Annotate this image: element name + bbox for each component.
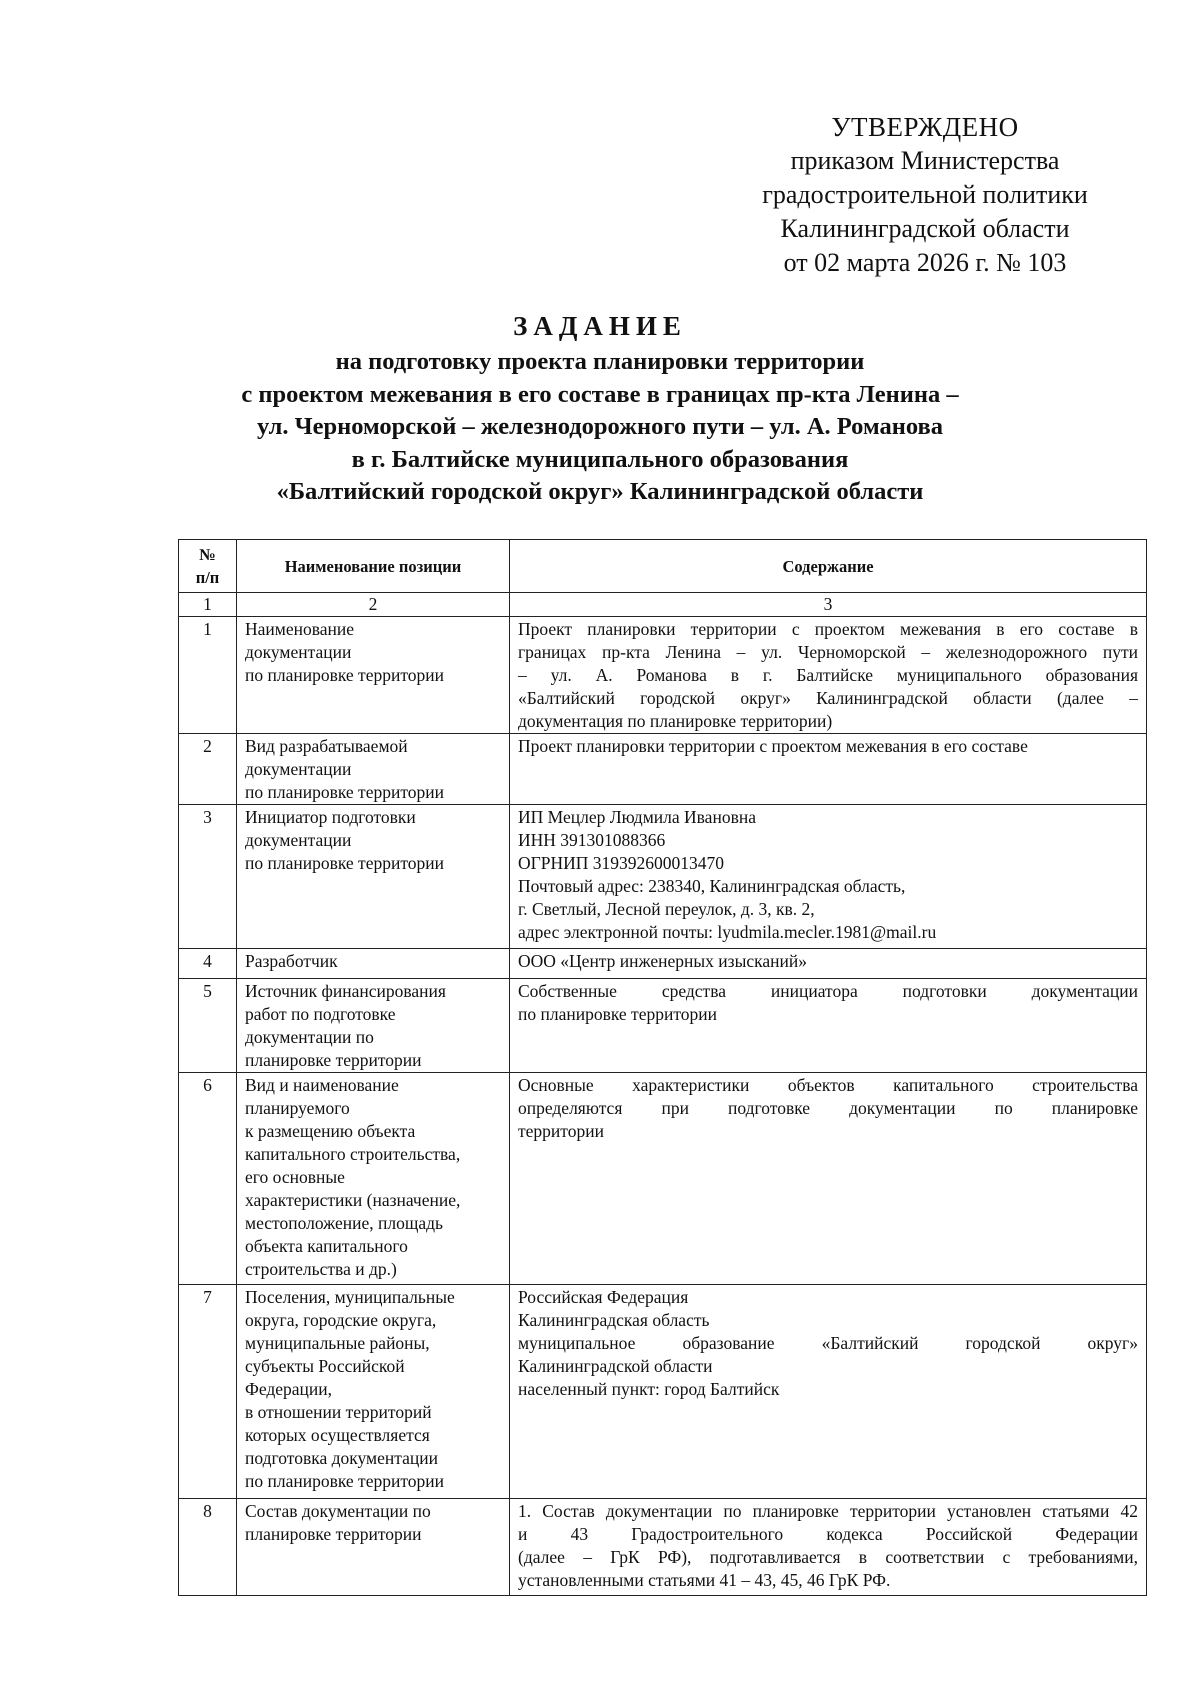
table-row — [179, 1073, 1147, 1285]
row-name-line: по планировке территории — [245, 1471, 444, 1491]
row-name — [237, 734, 510, 805]
row-name-line: подготовка документации — [245, 1448, 438, 1468]
table-row — [179, 1285, 1147, 1499]
row-name-line: Источник финансирования — [245, 981, 446, 1001]
column-number: 3 — [510, 593, 1147, 617]
row-name-line: документации — [245, 642, 352, 662]
row-content — [510, 805, 1147, 949]
row-name-line: Инициатор подготовки — [245, 807, 416, 827]
row-name-line: документации — [245, 759, 352, 779]
row-content-line: установленными статьями 41 – 43, 45, 46 ГрК РФ. — [518, 1570, 891, 1590]
row-name — [237, 1499, 510, 1596]
approval-stamp — [700, 110, 1150, 280]
row-content-line: документация по планировке территории) — [518, 711, 833, 731]
row-content — [510, 979, 1147, 1073]
row-content-line: границах пр-кта Ленина – ул. Черноморской – железнодорожного пути — [518, 642, 1138, 662]
row-content-line: Калининградская область — [518, 1310, 710, 1330]
row-number: 8 — [179, 1499, 237, 1596]
table-row — [179, 734, 1147, 805]
table-row — [179, 979, 1147, 1073]
row-content — [510, 1285, 1147, 1499]
row-content-line: определяются при подготовке документации по планировке — [518, 1098, 1138, 1118]
row-name — [237, 979, 510, 1073]
row-name — [237, 949, 510, 979]
row-name-line: муниципальные районы, — [245, 1333, 430, 1353]
row-name — [237, 1073, 510, 1285]
row-content — [510, 734, 1147, 805]
row-content-line: Калининградской области — [518, 1356, 713, 1376]
row-name-line: Поселения, муниципальные — [245, 1287, 455, 1307]
row-name-line: к размещению объекта — [245, 1121, 416, 1141]
row-number: 1 — [179, 617, 237, 734]
title-line: с проектом межевания в его составе в границах пр-кта Ленина – — [241, 380, 959, 408]
row-name-line: работ по подготовке — [245, 1004, 396, 1024]
column-number: 1 — [179, 593, 237, 617]
row-content-line: ООО «Центр инженерных изысканий» — [518, 951, 807, 971]
row-content — [510, 1073, 1147, 1285]
row-name-line: характеристики (назначение, — [245, 1190, 461, 1210]
row-name-line: Состав документации по — [245, 1501, 431, 1521]
title-line: в г. Балтийске муниципального образования — [351, 445, 849, 473]
row-name-line: округа, городские округа, — [245, 1310, 437, 1330]
row-content-line: Собственные средства инициатора подготовки документации — [518, 981, 1138, 1001]
row-name-line: объекта капитального — [245, 1236, 408, 1256]
initiator-name: ИП Мецлер Людмила Ивановна — [518, 807, 756, 827]
row-number: 3 — [179, 805, 237, 949]
row-name — [237, 1285, 510, 1499]
row-content-line: муниципальное образование «Балтийский городской округ» — [518, 1333, 1138, 1353]
initiator-postal-address: Почтовый адрес: 238340, Калининградская область, — [518, 876, 906, 896]
initiator-inn: ИНН 391301088366 — [518, 830, 666, 850]
header-name: Наименование позиции — [237, 540, 510, 593]
row-name-line: в отношении территорий — [245, 1402, 432, 1422]
title-line: ул. Черноморской – железнодорожного пути – ул. А. Романова — [257, 413, 943, 440]
row-name-line: Наименование — [245, 619, 355, 639]
row-number: 7 — [179, 1285, 237, 1499]
row-name-line: планировке территории — [245, 1050, 422, 1070]
row-content-line: Основные характеристики объектов капитального строительства — [518, 1075, 1138, 1095]
row-name — [237, 617, 510, 734]
title-line: «Балтийский городской округ» Калининградской области — [276, 478, 924, 505]
row-name-line: документации по — [245, 1027, 374, 1047]
initiator-email: адрес электронной почты: lyudmila.mecler.1981@mail.ru — [518, 922, 937, 942]
approval-line: градостроительной политики — [762, 180, 1088, 209]
row-content-line: Российская Федерация — [518, 1287, 689, 1307]
table-row — [179, 805, 1147, 949]
header-number-sign: № — [199, 545, 216, 564]
row-name-line: Федерации, — [245, 1379, 333, 1399]
row-name-line: по планировке территории — [245, 665, 444, 685]
row-number: 6 — [179, 1073, 237, 1285]
document-heading: ЗАДАНИЕ — [513, 311, 687, 341]
row-name-line: планируемого — [245, 1098, 350, 1118]
row-content — [510, 617, 1147, 734]
row-name-line: капитального строительства, — [245, 1144, 461, 1164]
initiator-postal-address: г. Светлый, Лесной переулок, д. 3, кв. 2, — [518, 899, 815, 919]
column-number-row — [179, 593, 1147, 617]
row-name-line: планировке территории — [245, 1524, 422, 1544]
row-name-line: Разработчик — [245, 951, 338, 971]
row-content-line: Проект планировки территории с проектом межевания в его составе — [518, 736, 1028, 756]
title-line: на подготовку проекта планировки территории — [335, 348, 865, 375]
approval-line: Калининградской области — [780, 214, 1070, 243]
column-number: 2 — [237, 593, 510, 617]
row-name-line: которых осуществляется — [245, 1425, 430, 1445]
row-name — [237, 805, 510, 949]
table-header-row — [179, 540, 1147, 593]
row-content-line: территории — [518, 1121, 604, 1141]
row-name-line: субъекты Российской — [245, 1356, 405, 1376]
row-content-line: по планировке территории — [518, 1004, 717, 1024]
row-name-line: Вид разрабатываемой — [245, 736, 408, 756]
row-content-line: Проект планировки территории с проектом межевания в его составе в — [518, 619, 1138, 639]
row-name-line: строительства и др.) — [245, 1259, 397, 1279]
row-name-line: по планировке территории — [245, 853, 444, 873]
header-number — [179, 540, 237, 593]
approval-title: УТВЕРЖДЕНО — [831, 112, 1019, 142]
row-name-line: Вид и наименование — [245, 1075, 399, 1095]
row-name-line: его основные — [245, 1167, 345, 1187]
table-row — [179, 949, 1147, 979]
header-content: Содержание — [510, 540, 1147, 593]
table-row — [179, 1499, 1147, 1596]
row-content-line: населенный пункт: город Балтийск — [518, 1379, 780, 1399]
row-content-line: (далее – ГрК РФ), подготавливается в соответствии с требованиями, — [518, 1547, 1138, 1567]
initiator-ogrnip: ОГРНИП 319392600013470 — [518, 853, 725, 873]
row-number: 5 — [179, 979, 237, 1073]
table-row — [179, 617, 1147, 734]
task-table — [178, 539, 1147, 1596]
row-content — [510, 1499, 1147, 1596]
row-name-line: документации — [245, 830, 352, 850]
row-number: 2 — [179, 734, 237, 805]
row-number: 4 — [179, 949, 237, 979]
document-title — [170, 308, 1030, 509]
row-content-line: и 43 Градостроительного кодекса Российской Федерации — [518, 1524, 1138, 1544]
row-name-line: по планировке территории — [245, 782, 444, 802]
header-number-abbr: п/п — [195, 568, 220, 587]
row-content-line: 1. Состав документации по планировке территории установлен статьями 42 — [518, 1501, 1138, 1521]
approval-line: приказом Министерства — [790, 146, 1060, 175]
row-name-line: местоположение, площадь — [245, 1213, 443, 1233]
row-content-line: «Балтийский городской округ» Калининградской области (далее – — [518, 688, 1138, 708]
row-content — [510, 949, 1147, 979]
approval-date-line: от 02 марта 2026 г. № 103 — [783, 248, 1067, 277]
row-content-line: – ул. А. Романова в г. Балтийске муниципального образования — [518, 665, 1138, 685]
